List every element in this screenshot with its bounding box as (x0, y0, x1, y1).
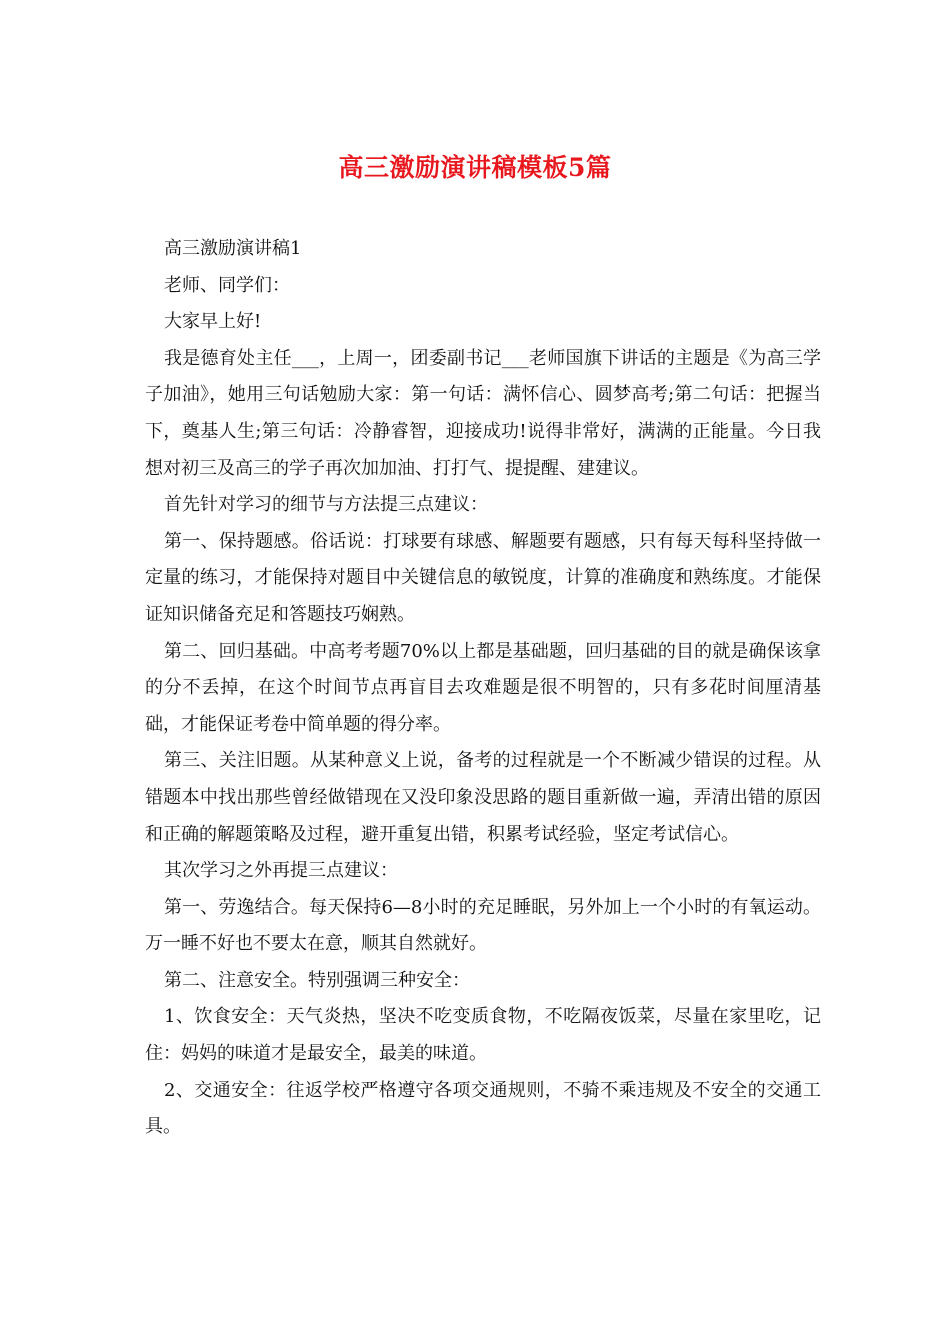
paragraph-5: 首先针对学习的细节与方法提三点建议： (164, 494, 488, 516)
paragraph-11: 第二、注意安全。特别强调三种安全： (164, 969, 470, 991)
paragraph-1: 高三激励演讲稿1 (164, 238, 302, 259)
paragraph-9: 其次学习之外再提三点建议： (164, 860, 398, 882)
paragraph-8: 第三、关注旧题。从某种意义上说，备考的过程就是一个不断减少错误的过程。从错题本中找出那些曾经做错现在又没印象没思路的题目重新做一遍，弄清出错的原因和正确的解题策略及过程，避开重复出错，积累考试经验，坚定考试信心。 (145, 750, 821, 845)
paragraph-2: 老师、同学们： (164, 274, 290, 296)
paragraph-6: 第一、保持题感。俗话说：打球要有球感、解题要有题感，只有每天每科坚持做一定量的练习，才能保持对题目中关键信息的敏锐度，计算的准确度和熟练度。才能保证知识储备充足和答题技巧娴熟。 (145, 530, 821, 625)
paragraph-4: 我是德育处主任___，上周一，团委副书记___老师国旗下讲话的主题是《为高三学子加油》，她用三句话勉励大家：第一句话：满怀信心、圆梦高考;第二句话：把握当下，奠基人生;第三句话：冷静睿智，迎接成功!说得非常好，满满的正能量。今日我想对初三及高三的学子再次加加油、打打气、提提醒、建建议。 (145, 347, 821, 479)
document-body (145, 231, 821, 1146)
paragraph-12: 1、饮食安全：天气炎热，坚决不吃变质食物，不吃隔夜饭菜，尽量在家里吃，记住：妈妈的味道才是最安全，最美的味道。 (145, 1006, 821, 1065)
paragraph-3: 大家早上好! (164, 311, 262, 333)
paragraph-10: 第一、劳逸结合。每天保持6—8小时的充足睡眠，另外加上一个小时的有氧运动。万一睡不好也不要太在意，顺其自然就好。 (145, 896, 821, 955)
paragraph-7: 第二、回归基础。中高考考题70%以上都是基础题，回归基础的目的就是确保该拿的分不丢掉，在这个时间节点再盲目去攻难题是很不明智的，只有多花时间厘清基础，才能保证考卷中简单题的得分率。 (145, 640, 821, 735)
document-title: 高三激励演讲稿模板5篇 (338, 153, 612, 182)
paragraph-13: 2、交通安全：往返学校严格遵守各项交通规则，不骑不乘违规及不安全的交通工具。 (145, 1079, 821, 1138)
